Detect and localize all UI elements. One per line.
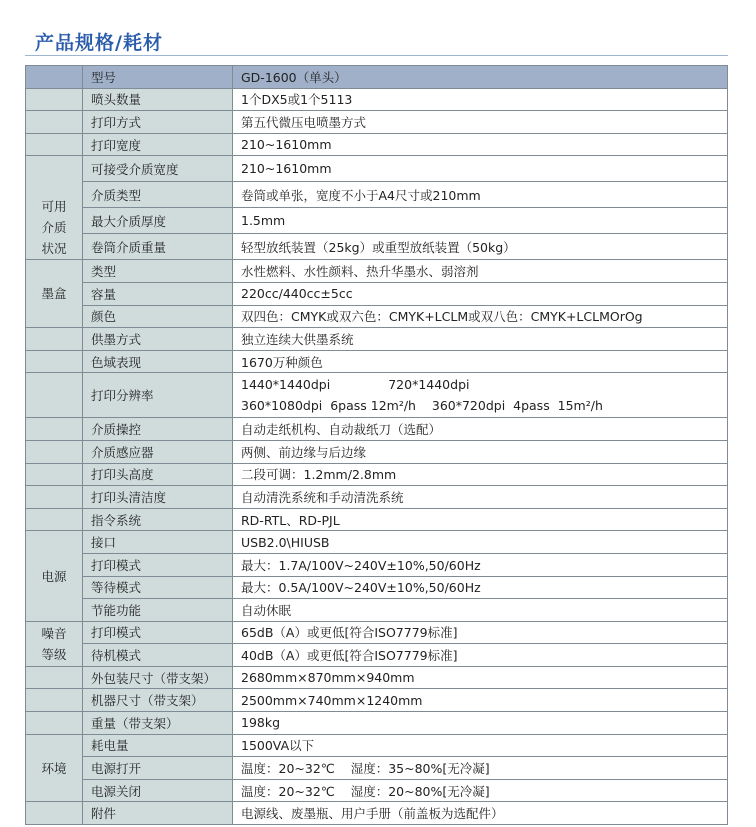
row-label: 等待模式 <box>83 576 233 599</box>
header-value: GD-1600（单头） <box>233 66 728 89</box>
table-row <box>26 350 728 373</box>
row-label: 容量 <box>83 282 233 305</box>
row-label: 最大介质厚度 <box>83 208 233 234</box>
row-label: 节能功能 <box>83 599 233 622</box>
row-value: 两侧、前边缘与后边缘 <box>233 440 728 463</box>
row-value: 独立连续大供墨系统 <box>233 328 728 351</box>
table-row <box>26 208 728 234</box>
table-row <box>26 133 728 156</box>
row-label: 介质操控 <box>83 418 233 441</box>
row-label: 卷筒介质重量 <box>83 234 233 260</box>
row-value: 温度：20~32℃ 湿度：35~80%[无冷凝] <box>233 757 728 780</box>
row-value: 电源线、废墨瓶、用户手册（前盖板为选配件） <box>233 802 728 825</box>
table-row <box>26 111 728 134</box>
table-row <box>26 644 728 667</box>
table-row <box>26 757 728 780</box>
table-row <box>26 373 728 418</box>
row-label: 电源打开 <box>83 757 233 780</box>
row-value: 210~1610mm <box>233 133 728 156</box>
row-value: 自动走纸机构、自动裁纸刀（选配） <box>233 418 728 441</box>
resolution-line-2: 360*1080dpi 6pass 12m²/h 360*720dpi 4pass 15m²/h <box>241 398 603 414</box>
header-label: 型号 <box>83 66 233 89</box>
row-label: 喷头数量 <box>83 88 233 111</box>
spec-table <box>25 65 728 825</box>
row-label: 打印模式 <box>83 553 233 576</box>
row-value: 温度：20~32℃ 湿度：20~80%[无冷凝] <box>233 779 728 802</box>
table-row <box>26 689 728 712</box>
row-value: 第五代微压电喷墨方式 <box>233 111 728 134</box>
row-value: 双四色：CMYK或双六色：CMYK+LCLM或双八色：CMYK+LCLMOrOg <box>233 305 728 328</box>
table-row <box>26 508 728 531</box>
row-value: 轻型放纸装置（25kg）或重型放纸装置（50kg） <box>233 234 728 260</box>
table-row <box>26 621 728 644</box>
title-underline <box>25 55 728 56</box>
table-row <box>26 328 728 351</box>
row-value: 1500VA以下 <box>233 734 728 757</box>
row-value <box>233 373 728 418</box>
table-row <box>26 734 728 757</box>
row-label: 外包装尺寸（带支架） <box>83 666 233 689</box>
row-label: 供墨方式 <box>83 328 233 351</box>
row-label: 色域表现 <box>83 350 233 373</box>
row-value: 1.5mm <box>233 208 728 234</box>
table-row <box>26 182 728 208</box>
table-row <box>26 463 728 486</box>
table-row <box>26 156 728 182</box>
table-row <box>26 779 728 802</box>
row-value: 65dB（A）或更低[符合ISO7779标准] <box>233 621 728 644</box>
row-value: 自动休眠 <box>233 599 728 622</box>
row-label: 类型 <box>83 260 233 283</box>
row-value: 198kg <box>233 712 728 735</box>
row-label: 打印模式 <box>83 621 233 644</box>
row-label: 可接受介质宽度 <box>83 156 233 182</box>
table-row <box>26 666 728 689</box>
row-value: 2680mm×870mm×940mm <box>233 666 728 689</box>
row-label: 待机模式 <box>83 644 233 667</box>
row-value: 210~1610mm <box>233 156 728 182</box>
row-label: 打印宽度 <box>83 133 233 156</box>
table-row <box>26 712 728 735</box>
group-noise: 噪音 等级 <box>26 621 83 666</box>
row-label: 打印方式 <box>83 111 233 134</box>
table-row <box>26 440 728 463</box>
row-label: 耗电量 <box>83 734 233 757</box>
table-row <box>26 531 728 554</box>
table-row <box>26 599 728 622</box>
row-value: RD-RTL、RD-PJL <box>233 508 728 531</box>
row-label: 重量（带支架） <box>83 712 233 735</box>
row-value: 最大：1.7A/100V~240V±10%,50/60Hz <box>233 553 728 576</box>
table-row <box>26 260 728 283</box>
group-env: 环境 <box>26 734 83 802</box>
group-power: 电源 <box>26 531 83 621</box>
table-row <box>26 282 728 305</box>
row-value: USB2.0\HIUSB <box>233 531 728 554</box>
table-row <box>26 486 728 509</box>
row-label: 介质感应器 <box>83 440 233 463</box>
row-label: 打印分辨率 <box>83 373 233 418</box>
table-row <box>26 802 728 825</box>
table-row <box>26 88 728 111</box>
resolution-1440: 1440*1440dpi <box>241 377 331 393</box>
row-value: 2500mm×740mm×1240mm <box>233 689 728 712</box>
row-value: 1个DX5或1个5113 <box>233 88 728 111</box>
row-value: 自动清洗系统和手动清洗系统 <box>233 486 728 509</box>
row-label: 附件 <box>83 802 233 825</box>
table-row <box>26 418 728 441</box>
page-title: 产品规格/耗材 <box>35 32 163 54</box>
table-header-row <box>26 66 728 89</box>
row-label: 电源关闭 <box>83 779 233 802</box>
table-row <box>26 576 728 599</box>
row-value: 水性燃料、水性颜料、热升华墨水、弱溶剂 <box>233 260 728 283</box>
row-label: 打印头高度 <box>83 463 233 486</box>
row-value: 1670万种颜色 <box>233 350 728 373</box>
row-label: 打印头清洁度 <box>83 486 233 509</box>
row-value: 220cc/440cc±5cc <box>233 282 728 305</box>
group-media: 可用 介质 状况 <box>26 156 83 260</box>
row-value: 最大：0.5A/100V~240V±10%,50/60Hz <box>233 576 728 599</box>
row-label: 机器尺寸（带支架） <box>83 689 233 712</box>
table-row <box>26 553 728 576</box>
row-label: 接口 <box>83 531 233 554</box>
row-label: 颜色 <box>83 305 233 328</box>
resolution-720: 720*1440dpi <box>388 377 470 393</box>
row-label: 指令系统 <box>83 508 233 531</box>
group-ink: 墨盒 <box>26 260 83 328</box>
row-value: 二段可调：1.2mm/2.8mm <box>233 463 728 486</box>
row-label: 介质类型 <box>83 182 233 208</box>
table-row <box>26 234 728 260</box>
row-value: 卷筒或单张，宽度不小于A4尺寸或210mm <box>233 182 728 208</box>
table-row <box>26 305 728 328</box>
row-value: 40dB（A）或更低[符合ISO7779标准] <box>233 644 728 667</box>
